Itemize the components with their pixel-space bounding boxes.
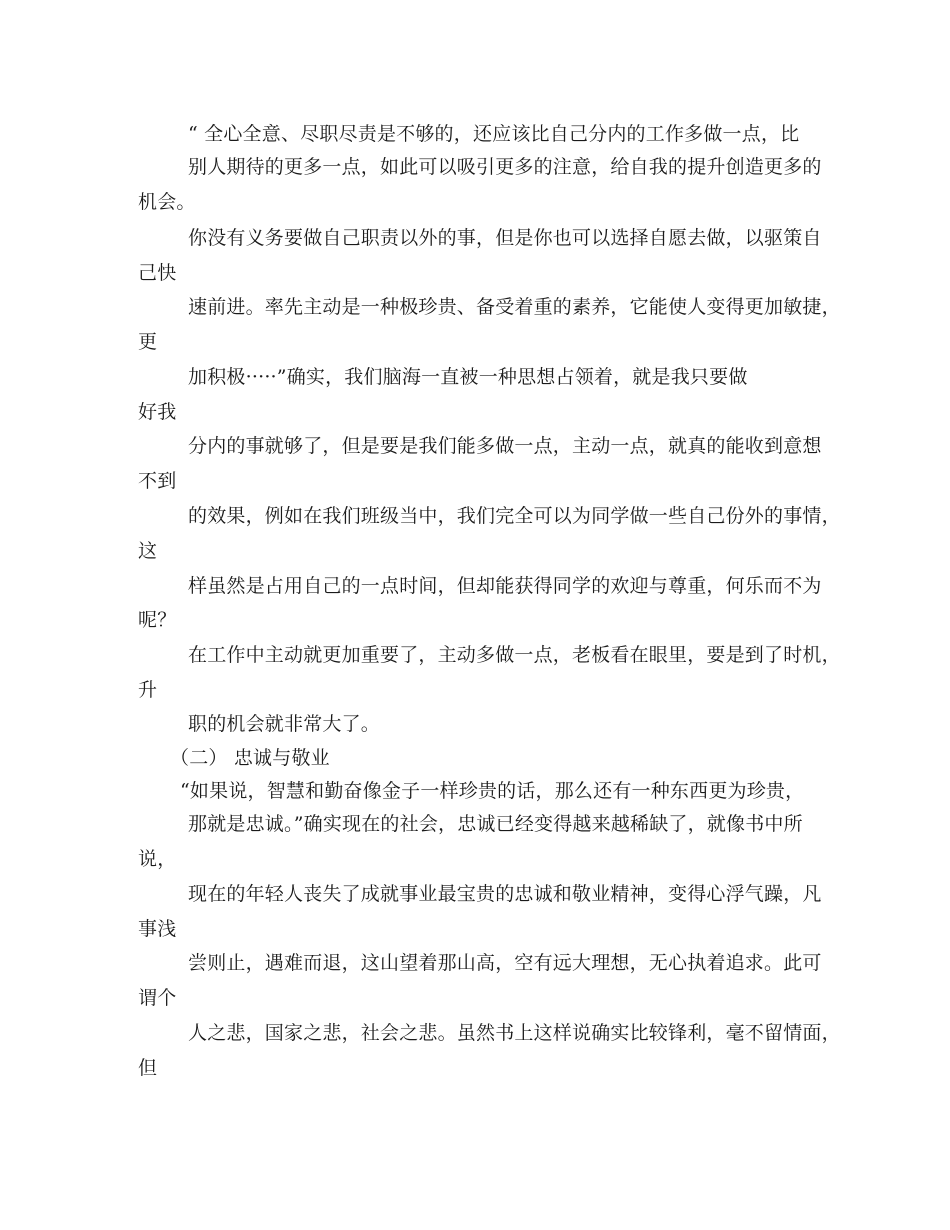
text-line: 分内的事就够了，但是要是我们能多做一点，主动一点，就真的能收到意想 [188,435,822,457]
text-line: 但 [138,1057,158,1079]
text-line: 尝则止，遇难而退，这山望着那山高，空有远大理想，无心执着追求。此可 [188,952,822,974]
text-line: 速前进。率先主动是一种极珍贵、备受着重的素养，它能使人变得更加敏捷， [188,296,841,318]
text-line: 在工作中主动就更加重要了，主动多做一点，老板看在眼里，要是到了时机， [188,644,841,666]
text-line: 不到 [138,470,177,492]
text-line: 更 [138,331,158,353]
text-line: 好我 [138,401,177,423]
text-line: 说， [138,848,177,870]
text-line: 谓个 [138,987,177,1009]
text-line: 别人期待的更多一点，如此可以吸引更多的注意，给自我的提升创造更多的 [188,156,822,178]
text-line: 职的机会就非常大了。 [188,713,381,735]
text-line: 样虽然是占用自己的一点时间，但却能获得同学的欢迎与尊重，何乐而不为 [188,575,822,597]
text-line: 这 [138,540,158,562]
text-line: 的效果，例如在我们班级当中，我们完全可以为同学做一些自己份外的事情， [188,505,841,527]
section-heading: （二） 忠诚与敬业 [170,747,330,769]
text-line: 己快 [138,262,177,284]
text-line: 升 [138,679,158,701]
text-line: “如果说，智慧和勤奋像金子一样珍贵的话，那么还有一种东西更为珍贵， [180,780,805,802]
text-line: 人之悲，国家之悲，社会之悲。虽然书上这样说确实比较锋利，毫不留情面， [188,1022,841,1044]
text-line: 那就是忠诚。”确实现在的社会，忠诚已经变得越来越稀缺了，就像书中所 [188,813,803,835]
text-line: 你没有义务要做自己职责以外的事，但是你也可以选择自愿去做，以驱策自 [188,227,822,249]
text-line: 呢？ [138,609,177,631]
text-line: 加积极·····”确实，我们脑海一直被一种思想占领着，就是我只要做 [188,366,748,388]
text-line: “ 全心全意、尽职尽责是不够的，还应该比自己分内的工作多做一点，比 [188,123,800,145]
text-line: 现在的年轻人丧失了成就事业最宝贵的忠诚和敬业精神，变得心浮气躁，凡 [188,883,822,905]
text-line: 机会。 [138,191,196,213]
text-line: 事浅 [138,918,177,940]
